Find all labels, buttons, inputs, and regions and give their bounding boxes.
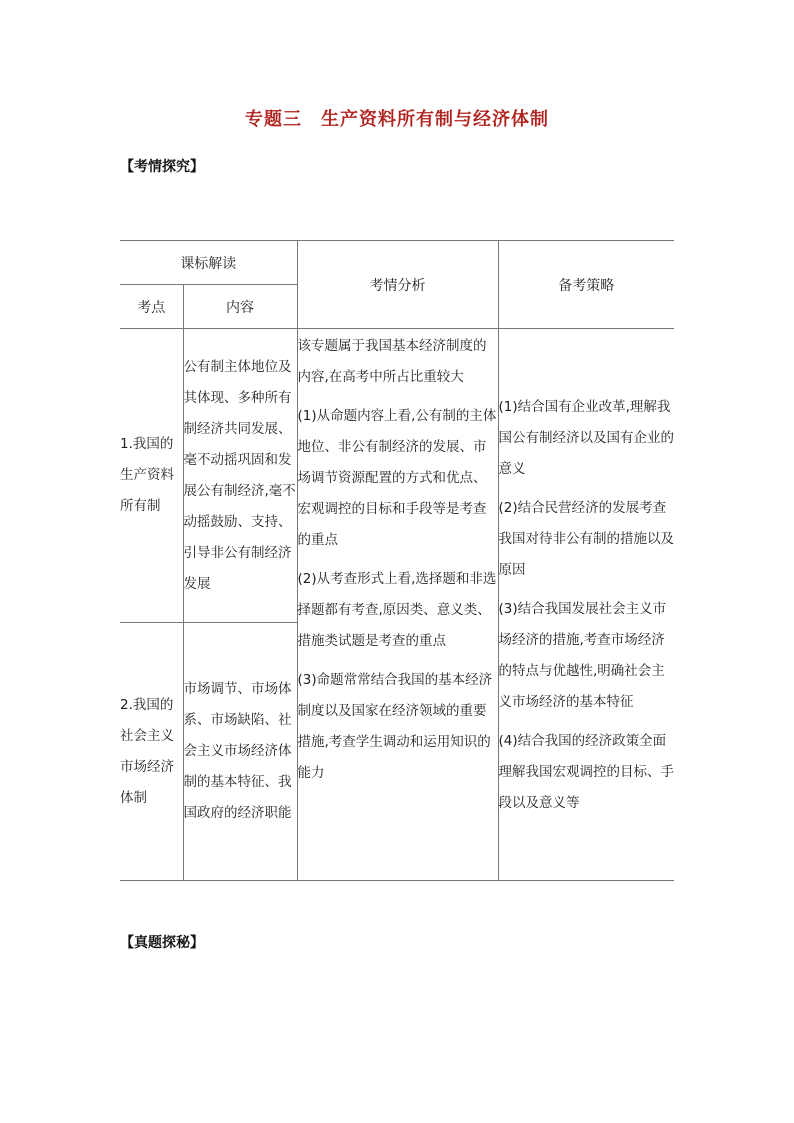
section-heading-zhenti: 【真题探秘】 bbox=[120, 935, 204, 951]
analysis-paragraph: (3)命题常常结合我国的基本经济制度以及国家在经济领域的重要措施,考查学生调动和运用知识的能力 bbox=[297, 672, 493, 781]
analysis-cell bbox=[297, 329, 498, 881]
analysis-paragraph: (1)从命题内容上看,公有制的主体地位、非公有制经济的发展、市场调节资源配置的方式和优点、宏观调控的目标和手段等是考查的重点 bbox=[297, 408, 497, 548]
strategy-paragraph: (1)结合国有企业改革,理解我国公有制经济以及国有企业的意义 bbox=[498, 399, 674, 477]
exam-content-1: 公有制主体地位及其体现、多种所有制经济共同发展、毫不动摇巩固和发展公有制经济,毫不动摇鼓励、支持、引导非公有制经济发展 bbox=[183, 329, 297, 623]
header-kaodian: 考点 bbox=[120, 285, 183, 329]
analysis-paragraph: (2)从考查形式上看,选择题和非选择题都有考查,原因类、意义类、措施类试题是考查的重点 bbox=[297, 571, 497, 649]
header-kaoqing: 考情分析 bbox=[297, 241, 498, 329]
page-title: 专题三 生产资料所有制与经济体制 bbox=[245, 109, 549, 130]
exam-point-2: 2.我国的社会主义市场经济体制 bbox=[120, 623, 183, 881]
exam-point-1: 1.我国的生产资料所有制 bbox=[120, 329, 183, 623]
strategy-cell bbox=[498, 329, 674, 881]
strategy-paragraph: (3)结合我国发展社会主义市场经济的措施,考查市场经济的特点与优越性,明确社会主义市场经济的基本特征 bbox=[498, 601, 667, 710]
header-kebiao: 课标解读 bbox=[120, 241, 297, 285]
analysis-paragraph: 该专题属于我国基本经济制度的内容,在高考中所占比重较大 bbox=[297, 338, 487, 385]
section-heading-kaoqing: 【考情探究】 bbox=[120, 159, 204, 175]
exam-analysis-table bbox=[120, 240, 674, 881]
header-beikao: 备考策略 bbox=[498, 241, 674, 329]
strategy-paragraph: (2)结合民营经济的发展考查我国对待非公有制的措施以及原因 bbox=[498, 500, 674, 578]
exam-content-2: 市场调节、市场体系、市场缺陷、社会主义市场经济体制的基本特征、我国政府的经济职能 bbox=[183, 623, 297, 881]
strategy-paragraph: (4)结合我国的经济政策全面理解我国宏观调控的目标、手段以及意义等 bbox=[498, 733, 674, 811]
header-neirong: 内容 bbox=[183, 285, 297, 329]
